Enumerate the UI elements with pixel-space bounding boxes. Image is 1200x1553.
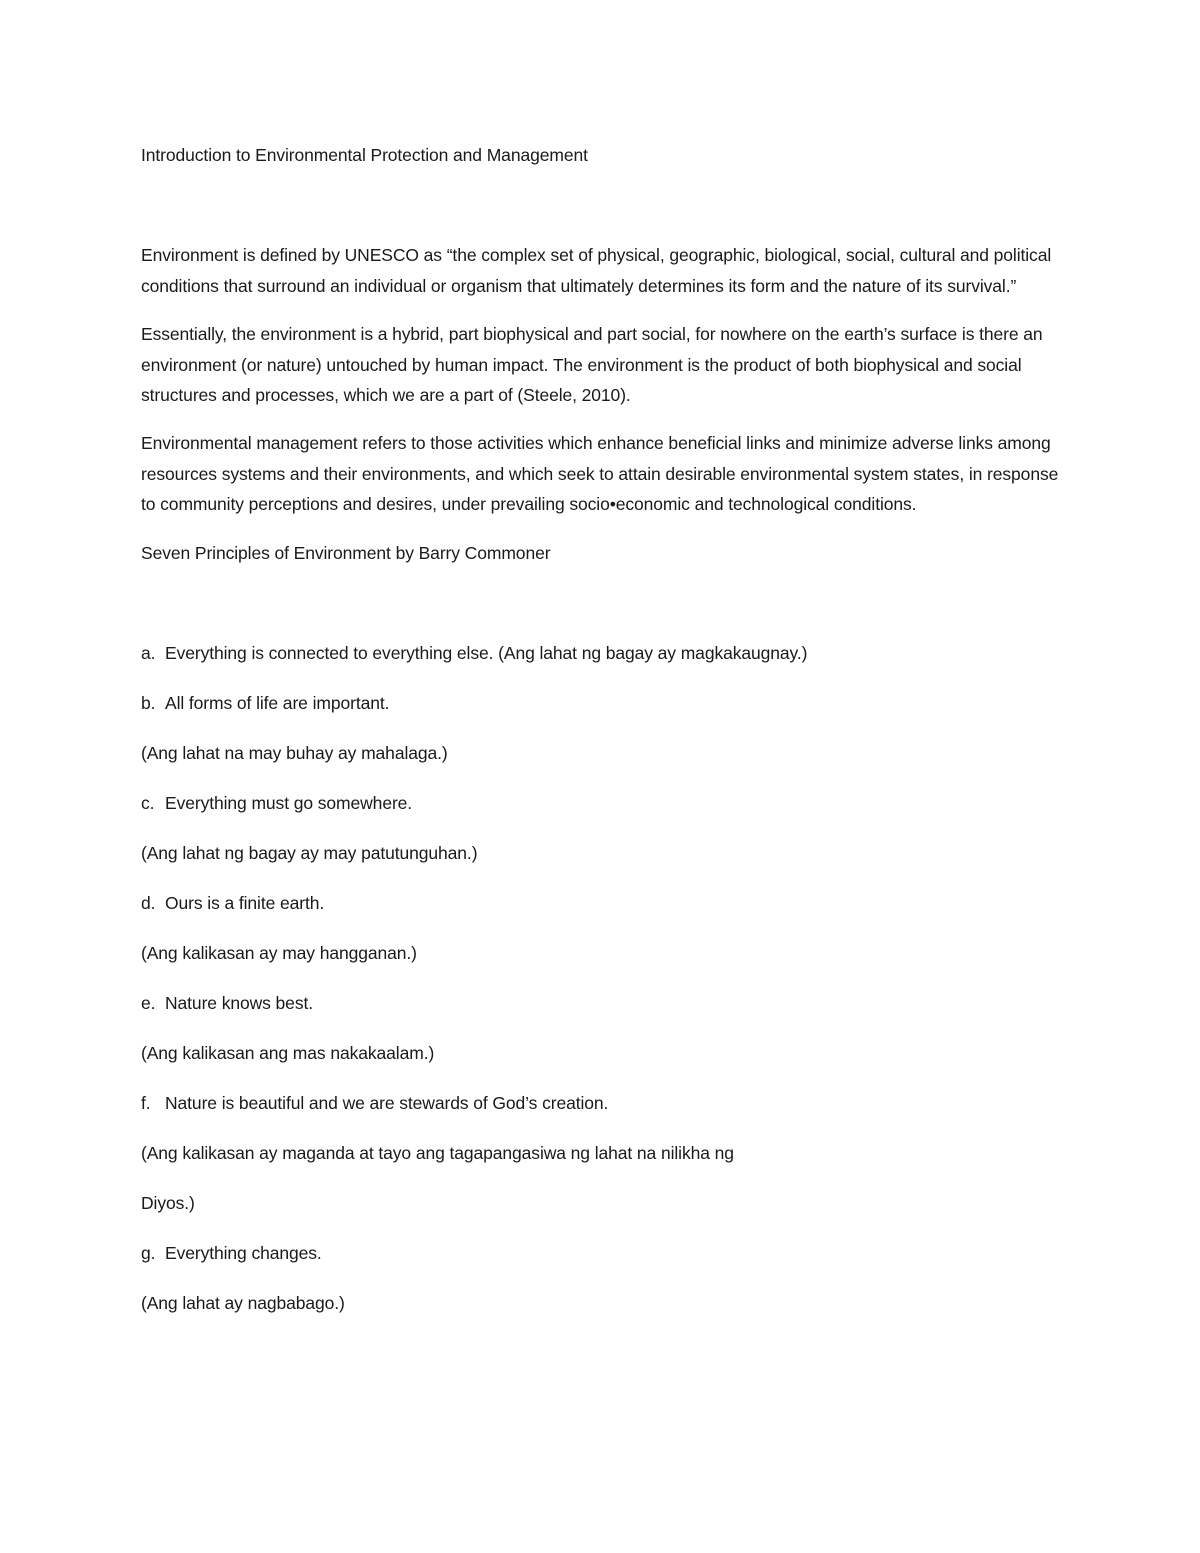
list-item: [141, 1238, 1066, 1288]
list-item-translation: [141, 1138, 1066, 1188]
list-item-translation: [141, 838, 1066, 888]
list-item: [141, 688, 1066, 738]
list-item-text: Ours is a finite earth.: [165, 893, 325, 914]
list-item-text: (Ang lahat na may buhay ay mahalaga.): [141, 743, 448, 764]
spacer: [141, 410, 1066, 428]
list-marker: d.: [141, 893, 156, 914]
list-item: [141, 638, 1066, 688]
spacer: [141, 170, 1066, 240]
list-marker: a.: [141, 643, 156, 664]
list-item: [141, 888, 1066, 938]
list-item-text: (Ang kalikasan ay maganda at tayo ang tagapangasiwa ng lahat na nilikha ng: [141, 1143, 734, 1164]
list-item-text: Everything is connected to everything else. (Ang lahat ng bagay ay magkakaugnay.): [165, 643, 808, 664]
document-body: [141, 140, 1066, 1338]
list-item-translation: [141, 1288, 1066, 1338]
list-item-text: Everything must go somewhere.: [165, 793, 413, 814]
list-item: [141, 788, 1066, 838]
list-item-text: Nature knows best.: [165, 993, 313, 1014]
list-marker: f.: [141, 1093, 151, 1114]
list-marker: g.: [141, 1243, 156, 1264]
list-marker: e.: [141, 993, 156, 1014]
list-item-text: (Ang lahat ng bagay ay may patutunguhan.): [141, 843, 478, 864]
list-item-text: (Ang kalikasan ay may hangganan.): [141, 943, 417, 964]
list-item-translation: [141, 738, 1066, 788]
list-item-translation: [141, 1188, 1066, 1238]
list-item-translation: [141, 938, 1066, 988]
principles-heading: Seven Principles of Environment by Barry Commoner: [141, 542, 551, 563]
document-title: Introduction to Environmental Protection and Management: [141, 145, 588, 165]
list-item-text: Everything changes.: [165, 1243, 322, 1264]
principles-list: [141, 638, 1066, 1338]
list-item-text: (Ang lahat ay nagbabago.): [141, 1293, 345, 1314]
list-item-translation: [141, 1038, 1066, 1088]
list-item-text: All forms of life are important.: [165, 693, 390, 714]
spacer: [141, 568, 1066, 638]
paragraph-hybrid-environment: Essentially, the environment is a hybrid, part biophysical and part social, for nowhere on the earth’s surface is there an environment (or nature) untouched by human impact. The environment is the product of both biophysical and social structures and processes, which we are a part of (Steele, 2010).: [141, 324, 1043, 406]
paragraph-environmental-management: Environmental management refers to those activities which enhance beneficial links and minimize adverse links among resources systems and their environments, and which seek to attain desirable environmental system states, in response to community perceptions and desires, under prevailing socio•economic and technological conditions.: [141, 433, 1059, 515]
list-marker: b.: [141, 693, 156, 714]
list-item-text: (Ang kalikasan ang mas nakakaalam.): [141, 1043, 435, 1064]
list-item: [141, 988, 1066, 1038]
paragraph-unesco-definition: Environment is defined by UNESCO as “the complex set of physical, geographic, biological, social, cultural and political conditions that surround an individual or organism that ultimately determines its form and the nature of its survival.”: [141, 245, 1052, 296]
list-item: [141, 1088, 1066, 1138]
list-item-text: Diyos.): [141, 1193, 195, 1214]
spacer: [141, 301, 1066, 319]
spacer: [141, 520, 1066, 538]
list-marker: c.: [141, 793, 155, 814]
list-item-text: Nature is beautiful and we are stewards of God’s creation.: [165, 1093, 609, 1114]
